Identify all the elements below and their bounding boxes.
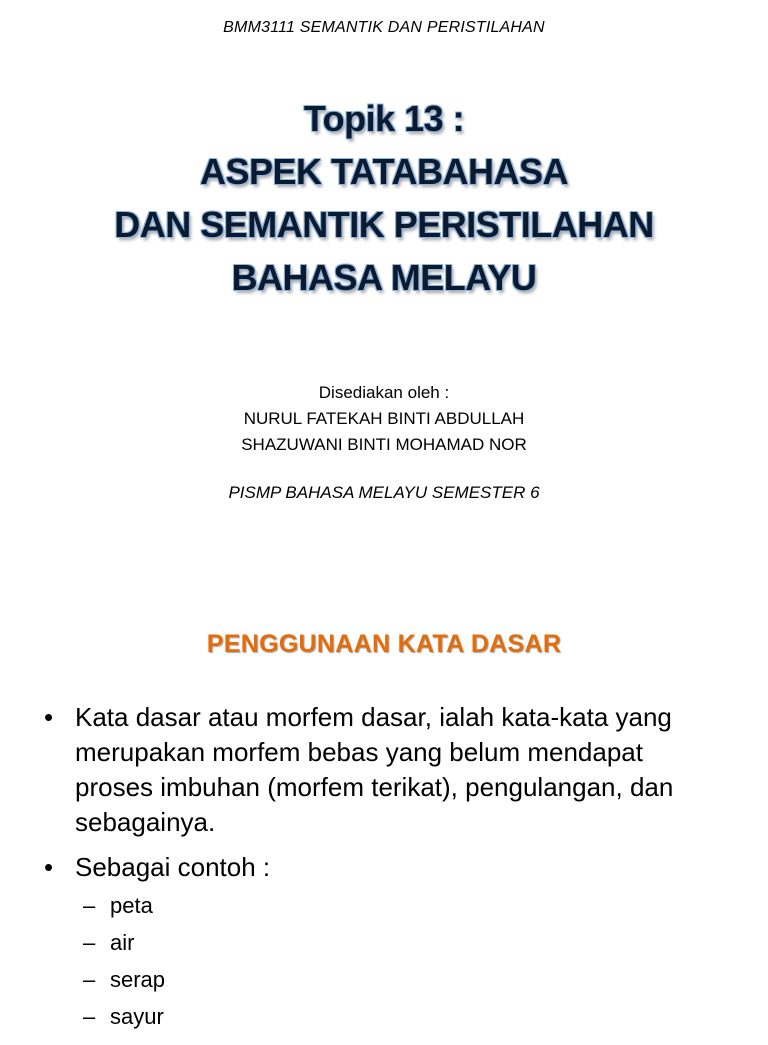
dash-icon: – [83,1004,96,1029]
author-name: SHAZUWANI BINTI MOHAMAD NOR [241,435,527,454]
example-text: sayur [110,1004,164,1029]
dash-icon: – [83,893,96,918]
example-item [75,961,728,998]
bullet-text: Sebagai contoh : [75,852,271,882]
example-item [75,887,728,924]
example-text: air [110,930,135,955]
prepared-by-label: Disediakan oleh : [318,383,450,402]
title-line: DAN SEMANTIK PERISTILAHAN [114,204,654,245]
content-slide [0,560,768,1029]
bullet-icon: • [44,702,54,732]
bullet-list [0,700,768,1045]
title-line: BAHASA MELAYU [231,257,537,298]
example-list [75,887,728,1035]
course-code: BMM3111 SEMANTIK DAN PERISTILAHAN [223,19,545,36]
bullet-item [0,700,768,840]
dash-icon: – [83,930,96,955]
section-heading: PENGGUNAAN KATA DASAR [206,630,562,658]
bullet-text: Kata dasar atau morfem dasar, ialah kata-kata yang merupakan morfem bebas yang belum mendapat proses imbuhan (morfem terikat), pengulangan, dan sebagainya. [75,702,674,837]
title-line: ASPEK TATABAHASA [200,151,568,192]
author-name: NURUL FATEKAH BINTI ABDULLAH [243,409,525,428]
program-name: PISMP BAHASA MELAYU SEMESTER 6 [228,483,540,502]
example-item [75,998,728,1035]
dash-icon: – [83,967,96,992]
example-text: serap [110,967,166,992]
prepared-by [0,380,768,458]
bullet-item [0,850,768,1035]
slide-title [0,92,768,304]
bullet-icon: • [44,852,54,882]
example-item [75,924,728,961]
example-text: peta [110,893,153,918]
title-line: Topik 13 : [303,98,465,139]
